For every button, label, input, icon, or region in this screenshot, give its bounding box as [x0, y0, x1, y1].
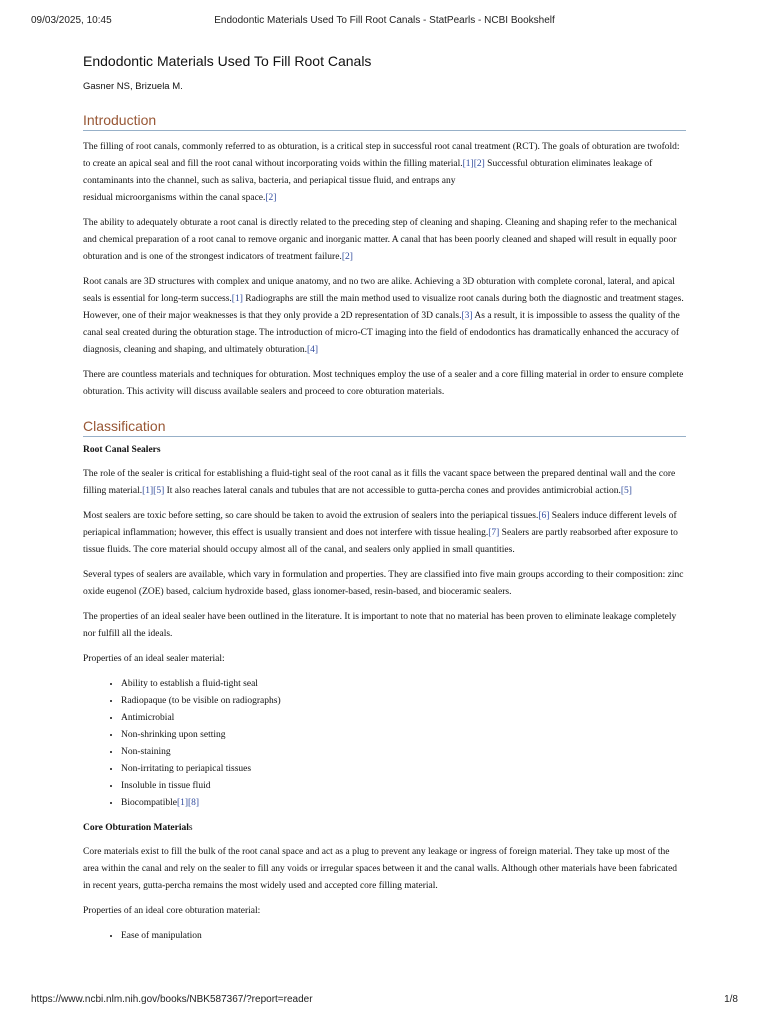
citation-link[interactable]: [2]: [473, 159, 485, 169]
sealers-paragraph-4: The properties of an ideal sealer have been outlined in the literature. It is important to note that no material has been proven to eliminate leakage completely nor fulfill all the ideals.: [83, 612, 677, 639]
citation-link[interactable]: [6]: [538, 511, 550, 521]
core-properties-list: [83, 928, 686, 945]
print-datetime: 09/03/2025, 10:45: [31, 15, 112, 26]
citation-link[interactable]: [1]: [142, 486, 154, 496]
citation-link[interactable]: [5]: [620, 486, 632, 496]
core-properties-intro: Properties of an ideal core obturation material:: [83, 906, 261, 916]
text: Successful obturation eliminates leakage of contaminants into the channel, such as saliva, bacteria, and periapical tissue fluid, and entraps any: [83, 159, 653, 186]
text: It also reaches lateral canals and tubules that are not accessible to gutta-percha cones and provides antimicrobial action.: [164, 486, 621, 496]
article-authors: Gasner NS, Brizuela M.: [83, 81, 183, 92]
citation-link[interactable]: [7]: [488, 528, 500, 538]
citation-link[interactable]: [1]: [462, 159, 474, 169]
text: Sealers induce different levels of periapical inflammation; however, this effect is usually transient and does not interfere with tissue healing.: [83, 511, 677, 538]
print-header: [31, 15, 738, 29]
list-item: • Non-shrinking upon setting: [121, 727, 686, 744]
text: Radiographs are still the main method used to visualize root canals during both the diagnostic and treatment stages. However, one of their major weaknesses is that they only provide a 2D representation of 3D canals.: [83, 294, 684, 321]
sealers-paragraph-3: Several types of sealers are available, which vary in formulation and properties. They are classified into five main groups according to their composition: zinc oxide eugenol (ZOE) based, calcium hydroxide based, glass ionomer-based, resin-based, and bioceramic sealers.: [83, 570, 684, 597]
intro-paragraph-3: [83, 274, 686, 359]
list-item: • Ability to establish a fluid-tight seal: [121, 676, 686, 693]
article: [83, 52, 686, 954]
text: The ability to adequately obturate a root canal is directly related to the preceding step of cleaning and shaping. Cleaning and shaping refer to the mechanical and chemical preparation of a root canal to remove organic and inorganic matter. A canal that has been poorly cleaned and shaped will result in equally poor obturation and is one of the strongest indicators of treatment failure.: [83, 218, 678, 262]
citation-link[interactable]: [5]: [153, 486, 165, 496]
intro-paragraph-4: There are countless materials and techniques for obturation. Most techniques employ the use of a sealer and a core filling material in order to ensure complete obturation. This activity will discuss available sealers and proceed to core obturation materials.: [83, 370, 684, 397]
print-page-number: 1/8: [724, 994, 738, 1005]
section-heading-classification: Classification: [83, 417, 686, 437]
citation-link[interactable]: [1]: [231, 294, 243, 304]
text: Core Obturation Material: [83, 823, 189, 833]
subheading-core-obturation-materials: [83, 821, 686, 835]
article-title: Endodontic Materials Used To Fill Root Canals: [83, 53, 372, 69]
list-item: • Radiopaque (to be visible on radiographs): [121, 693, 686, 710]
list-item: • Non-irritating to periapical tissues: [121, 761, 686, 778]
list-item: • Antimicrobial: [121, 710, 686, 727]
print-url: https://www.ncbi.nlm.nih.gov/books/NBK587367/?report=reader: [31, 994, 313, 1005]
intro-paragraph-2: [83, 215, 686, 266]
intro-paragraph-1: [83, 139, 686, 207]
text: Most sealers are toxic before setting, so care should be taken to avoid the extrusion of sealers into the periapical tissues.: [83, 511, 539, 521]
section-heading-introduction: Introduction: [83, 111, 686, 131]
core-paragraph-1: Core materials exist to fill the bulk of the root canal space and act as a plug to prevent any leakage or ingress of foreign material. They take up most of the area within the canal and rely on the sealer to fill any voids or irregular spaces between it and the canal walls. Although other materials have been fabricated in recent years, gutta-percha remains the most widely used and accepted core filling material.: [83, 847, 678, 891]
subheading-root-canal-sealers: Root Canal Sealers: [83, 445, 161, 455]
citation-link[interactable]: [4]: [307, 345, 319, 355]
sealer-properties-list: [83, 676, 686, 812]
list-item: • Ease of manipulation: [121, 928, 686, 945]
list-item: • Non-staining: [121, 744, 686, 761]
sealers-paragraph-2: [83, 508, 686, 559]
citation-link[interactable]: [1]: [176, 798, 189, 808]
citation-link[interactable]: [2]: [265, 193, 277, 203]
text: residual microorganisms within the canal space.: [83, 193, 266, 203]
citation-link[interactable]: [8]: [188, 798, 200, 808]
print-page-title: Endodontic Materials Used To Fill Root Canals - StatPearls - NCBI Bookshelf: [214, 15, 555, 26]
text: The role of the sealer is critical for establishing a fluid-tight seal of the root canal as it fills the vacant space between the prepared dentinal wall and the core filling material.: [83, 469, 676, 496]
text: As a result, it is impossible to assess the quality of the canal seal created during the obturation stage. The introduction of micro-CT imaging into the field of endodontics has dramatically enhanced the accuracy of diagnosis, cleaning and shaping, and ultimately obturation.: [83, 311, 680, 355]
text: The filling of root canals, commonly referred to as obturation, is a critical step in successful root canal treatment (RCT). The goals of obturation are twofold: to create an apical seal and fill the root canal without incorporating voids within the filling material.: [83, 142, 680, 169]
list-item: • Insoluble in tissue fluid: [121, 778, 686, 795]
sealer-properties-intro: Properties of an ideal sealer material:: [83, 654, 225, 664]
citation-link[interactable]: [2]: [341, 252, 353, 262]
text: Root canals are 3D structures with complex and unique anatomy, and no two are alike. Achieving a 3D obturation with complete coronal, lateral, and apical seals is essential for long-term success.: [83, 277, 675, 304]
sealers-paragraph-1: [83, 466, 686, 500]
text: Sealers are partly reabsorbed after exposure to tissue fluids. The core material should occupy almost all of the canal, and sealers only applied in small quantities.: [83, 528, 678, 555]
text: Biocompatible: [121, 798, 177, 808]
list-item: [121, 795, 686, 812]
text: s: [188, 823, 193, 833]
print-footer: [31, 994, 738, 1008]
citation-link[interactable]: [3]: [461, 311, 473, 321]
